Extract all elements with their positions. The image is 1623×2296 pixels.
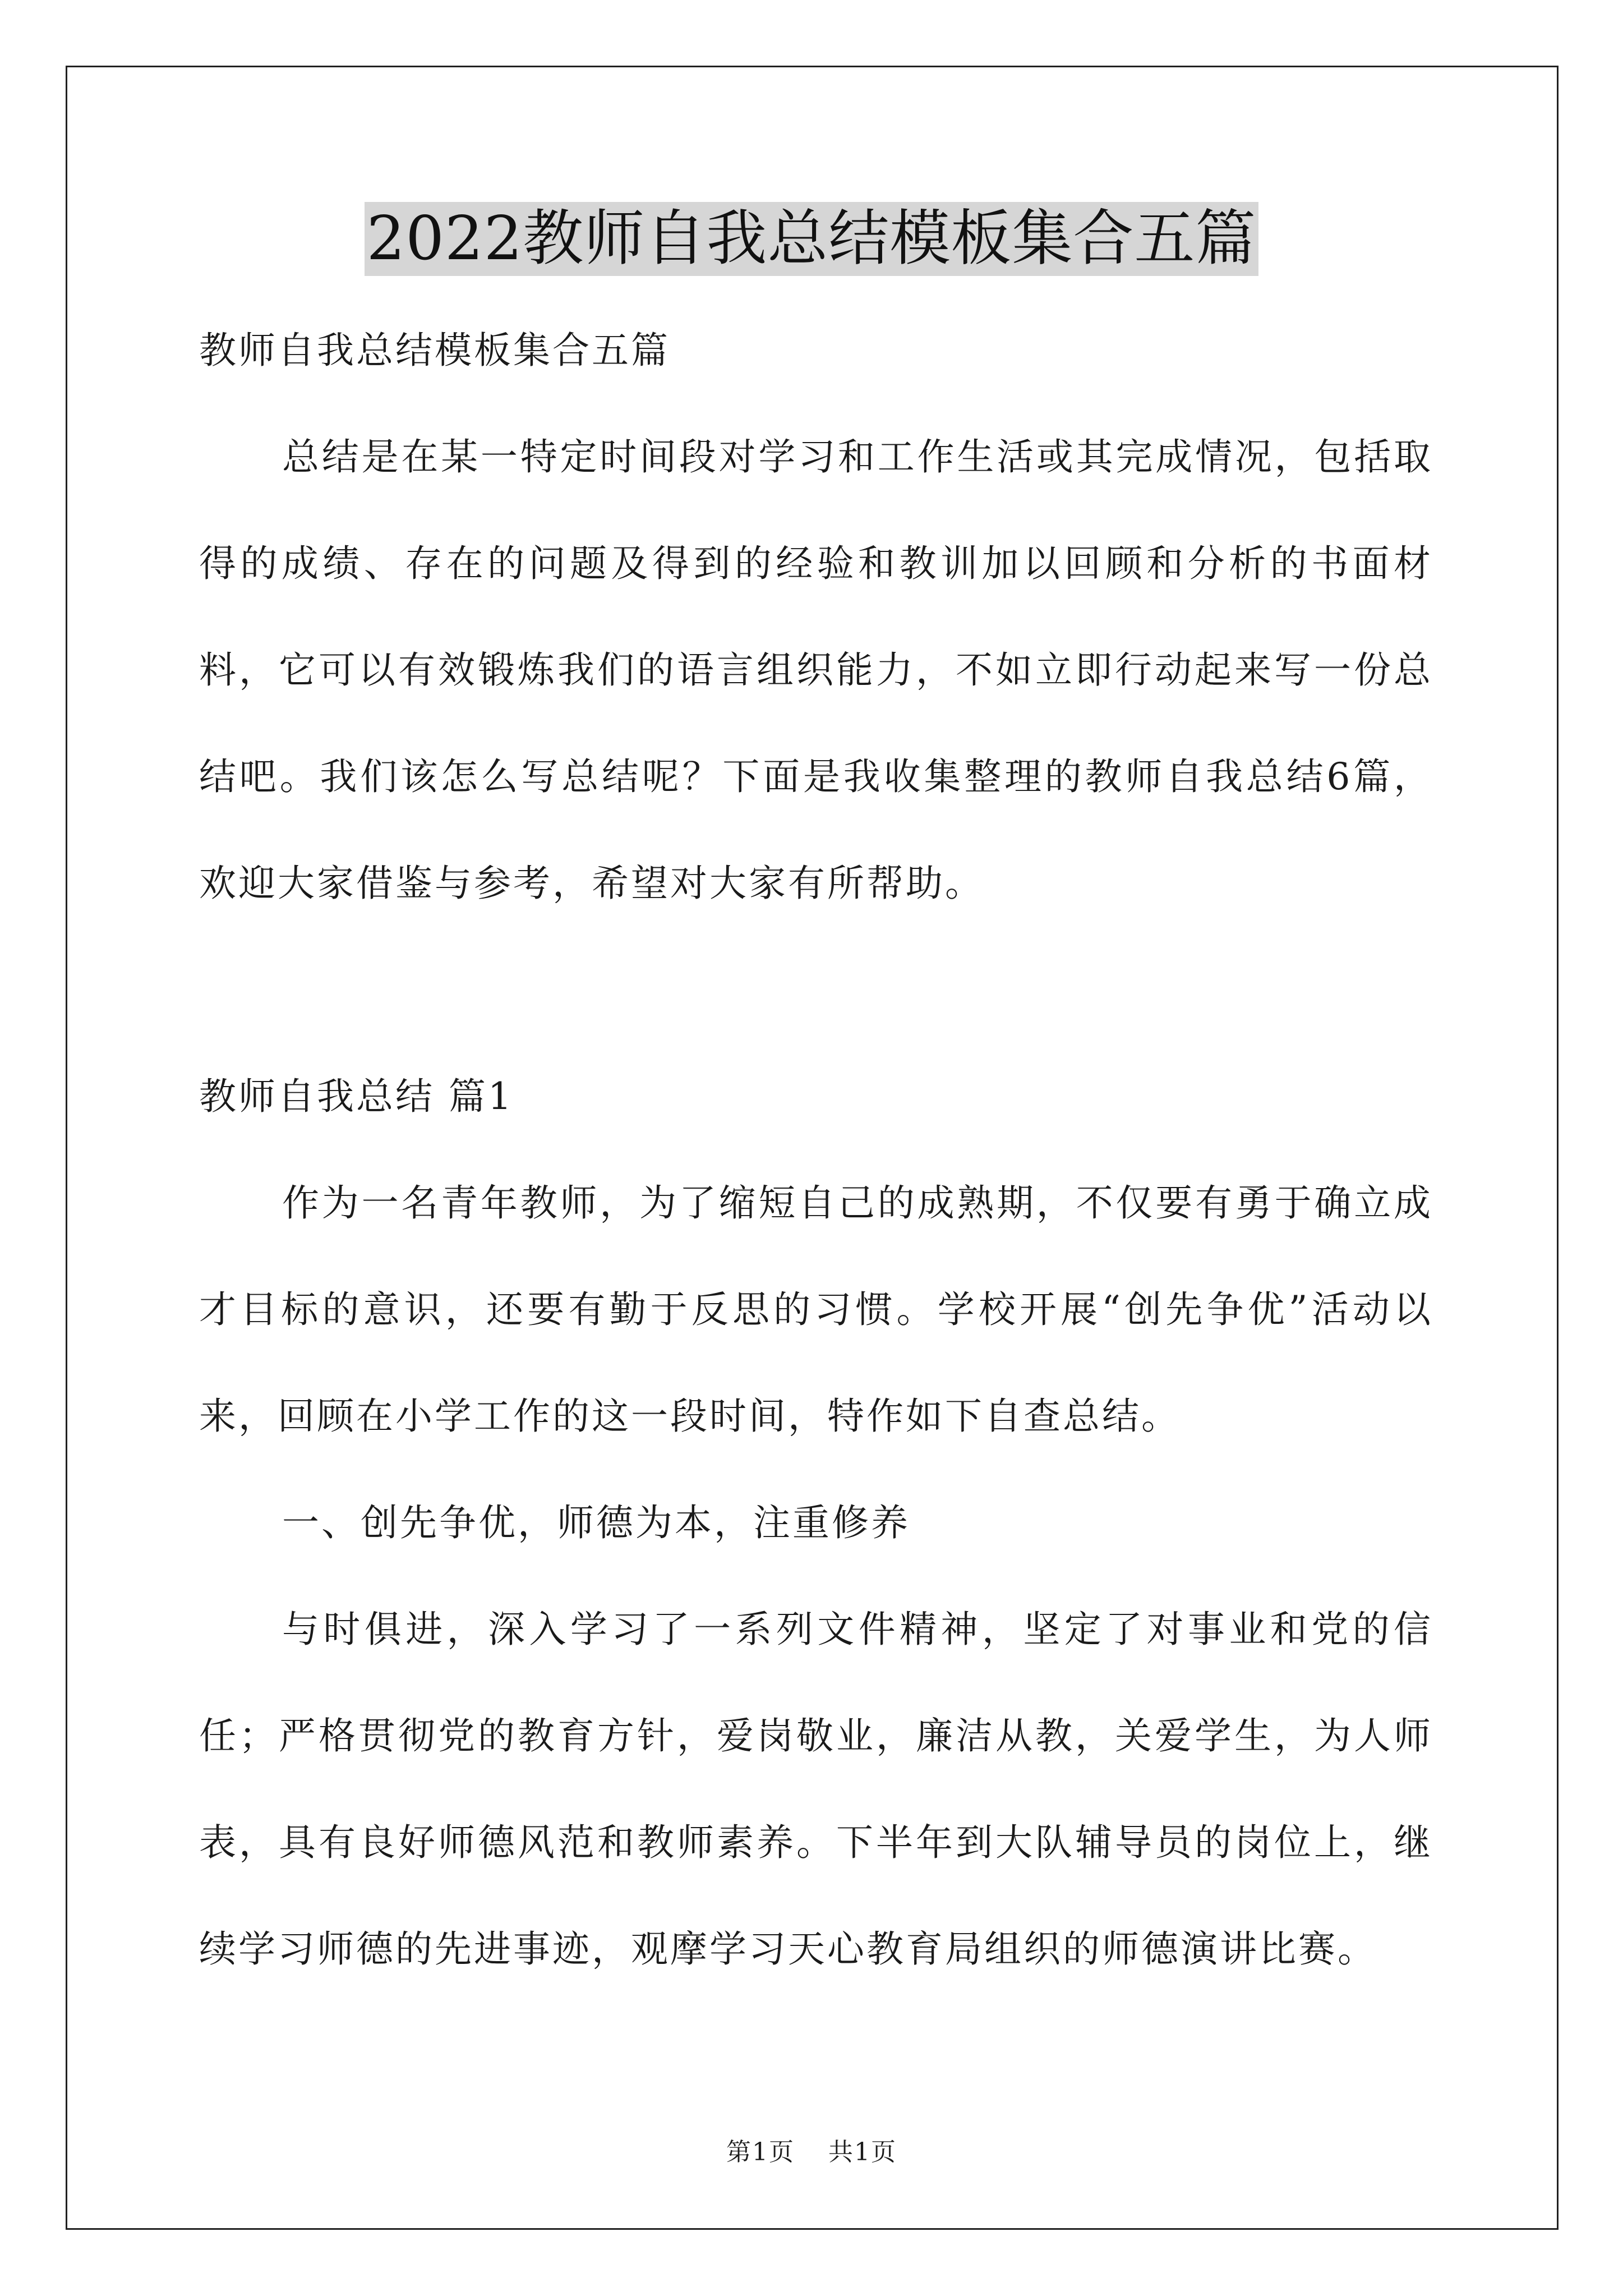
- page-total: 共1页: [828, 2138, 897, 2166]
- page-footer: [0, 2132, 1623, 2168]
- section-gap: [199, 937, 1433, 1043]
- section1-paragraph-1: 作为一名青年教师，为了缩短自己的成熟期，不仅要有勇于确立成才目标的意识，还要有勤于反思的习惯。学校开展“创先争优”活动以来，回顾在小学工作的这一段时间，特作如下自查总结。: [199, 1181, 1433, 1438]
- page-number: 第1页: [726, 2138, 795, 2166]
- section1-paragraph-2: 与时俱进，深入学习了一系列文件精神，坚定了对事业和党的信任；严格贯彻党的教育方针，爱岗敬业，廉洁从教，关爱学生，为人师表，具有良好师德风范和教师素养。下半年到大队辅导员的岗位上，继续学习师德的先进事迹，观摩学习天心教育局组织的师德演讲比赛。: [199, 1608, 1433, 1971]
- section1-heading: 教师自我总结 篇1: [199, 1075, 514, 1118]
- section1-subheading: 一、创先争优，师德为本，注重修养: [282, 1501, 910, 1544]
- document-subtitle: 教师自我总结模板集合五篇: [199, 329, 670, 372]
- intro-paragraph: 总结是在某一特定时间段对学习和工作生活或其完成情况，包括取得的成绩、存在的问题及得到的经验和教训加以回顾和分析的书面材料，它可以有效锻炼我们的语言组织能力，不如立即行动起来写一份总结吧。我们该怎么写总结呢？下面是我收集整理的教师自我总结6篇，欢迎大家借鉴与参考，希望对大家有所帮助。: [199, 435, 1433, 905]
- title-wrap: [0, 202, 1623, 276]
- document-body: [199, 297, 1433, 2003]
- document-title: 2022教师自我总结模板集合五篇: [365, 202, 1259, 276]
